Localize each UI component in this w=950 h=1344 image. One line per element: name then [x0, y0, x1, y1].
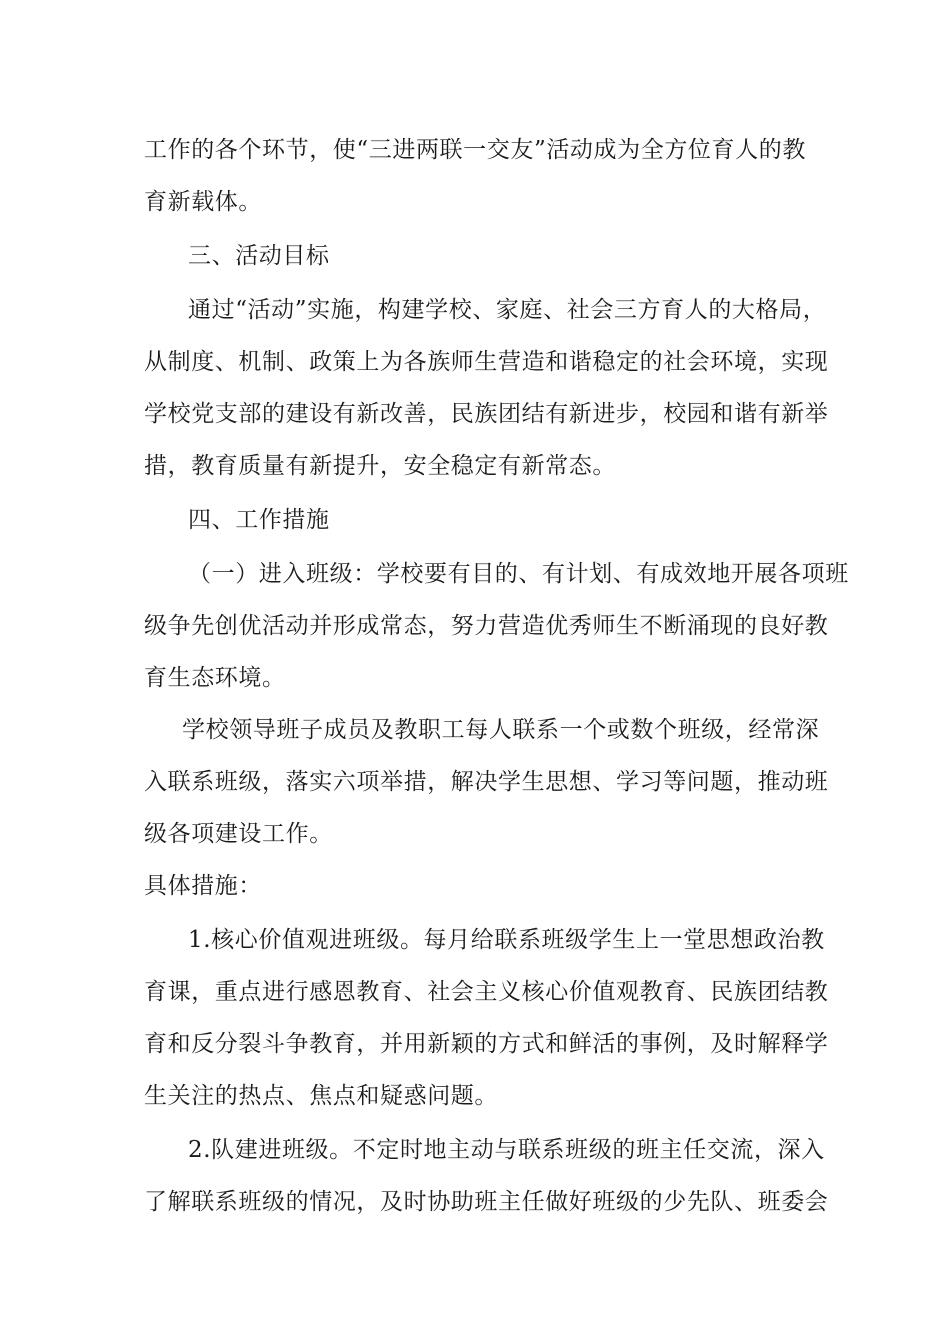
text-line: 学校党支部的建设有新改善，民族团结有新进步，校园和谐有新举 [144, 401, 829, 427]
section-heading: 四、工作措施 [188, 507, 330, 533]
list-item: 2.队建进班级。不定时地主动与联系班级的班主任交流，深入 [188, 1137, 825, 1163]
text-line: 生关注的热点、焦点和疑惑问题。 [144, 1083, 498, 1109]
text-line: 了解联系班级的情况，及时协助班主任做好班级的少先队、班委会 [144, 1189, 829, 1215]
text-line: 育生态环境。 [144, 665, 286, 691]
text-line: 育课，重点进行感恩教育、社会主义核心价值观教育、民族团结教 [144, 979, 829, 1005]
text-line: 通过“活动”实施，构建学校、家庭、社会三方育人的大格局， [188, 297, 827, 323]
text-line: 工作的各个环节，使“三进两联一交友”活动成为全方位育人的教 [144, 137, 806, 163]
text-line: 育和反分裂斗争教育，并用新颖的方式和鲜活的事例，及时解释学 [144, 1031, 829, 1057]
section-heading: 三、活动目标 [188, 243, 330, 269]
text-line: 措，教育质量有新提升，安全稳定有新常态。 [144, 453, 616, 479]
text-line: 级争先创优活动并形成常态，努力营造优秀师生不断涌现的良好教 [144, 613, 829, 639]
subheading: 具体措施： [144, 873, 262, 899]
text-line: 从制度、机制、政策上为各族师生营造和谐稳定的社会环境，实现 [144, 349, 829, 375]
list-item: 1.核心价值观进班级。每月给联系班级学生上一堂思想政治教 [188, 927, 825, 953]
text-line: 学校领导班子成员及教职工每人联系一个或数个班级，经常深 [182, 717, 820, 743]
text-line: 入联系班级，落实六项举措，解决学生思想、学习等问题，推动班 [144, 769, 829, 795]
text-line: 级各项建设工作。 [144, 821, 333, 847]
text-line: （一）进入班级：学校要有目的、有计划、有成效地开展各项班 [188, 561, 849, 587]
text-line: 育新载体。 [144, 189, 262, 215]
